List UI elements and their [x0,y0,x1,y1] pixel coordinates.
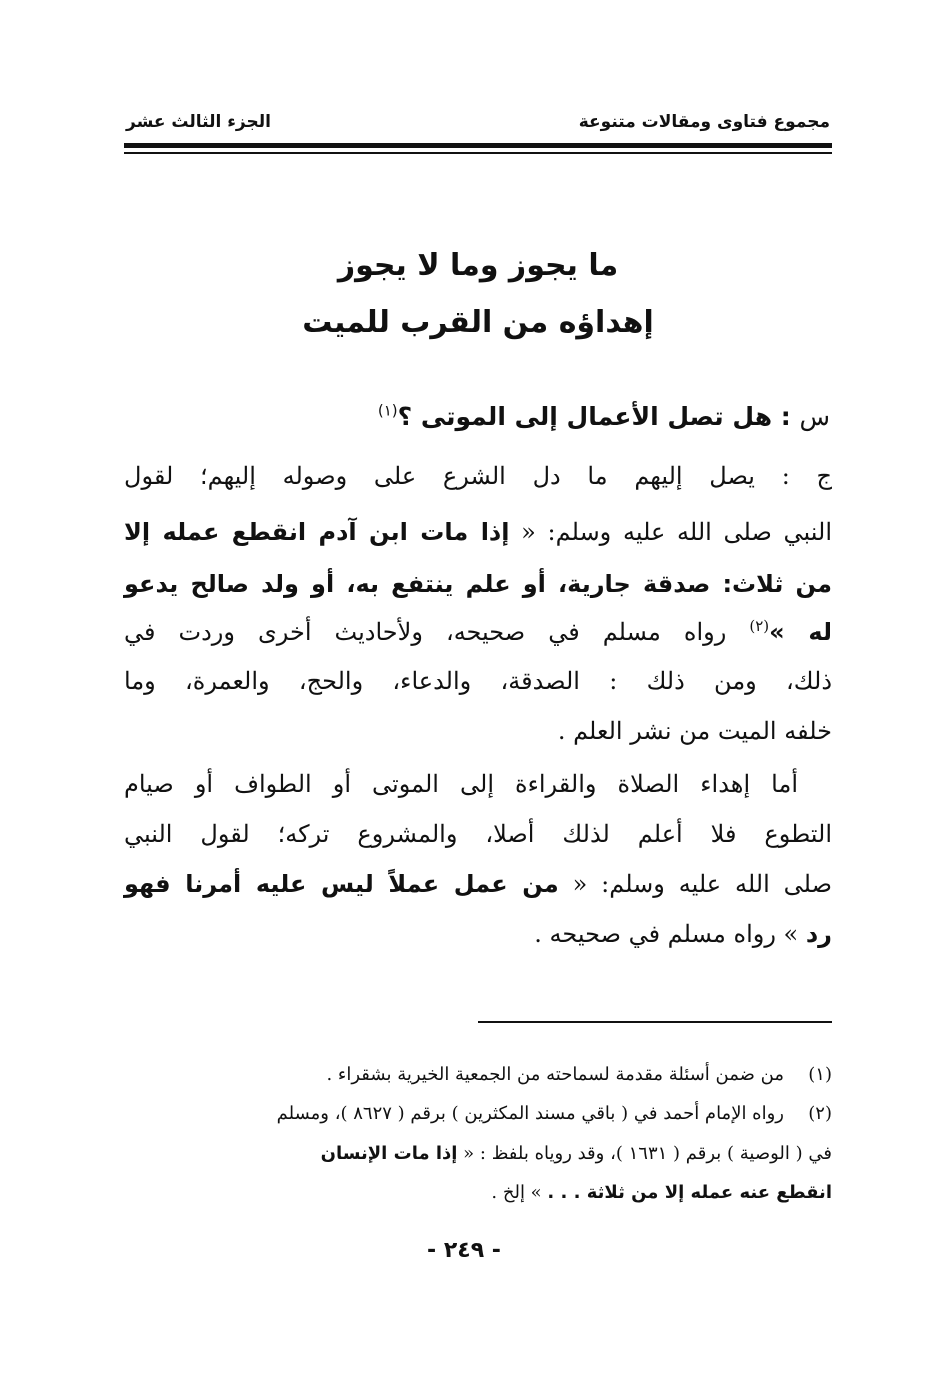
footnote-separator [478,1021,832,1023]
hadith-quote-2: من عمل عملاً ليس عليه أمرنا فهو [124,870,559,898]
paragraph2-line-2: التطوع فلا أعلم لذلك أصلا، والمشروع تركه؛ لقول النبي [124,820,832,848]
footnote-1 [124,1064,832,1085]
article-title-line-1: ما يجوز وما لا يجوز [337,248,619,283]
answer-line-2: النبي صلى الله عليه وسلم: « إذا مات ابن آدم انقطع عمله إلا [124,518,833,546]
header-rule-thin [124,152,832,154]
question-text: هل تصل الأعمال إلى الموتى ؟ [397,402,773,431]
answer-line-3: من ثلاث: صدقة جارية، أو علم ينتفع به، أو ولد صالح يدعو [124,570,832,598]
footnote-ref-1: (١) [377,401,398,420]
footnote-1-number: (١) [808,1064,832,1085]
running-header [126,112,830,142]
answer-line-6: خلفه الميت من نشر العلم . [557,717,832,745]
footnote-2-number: (٢) [808,1103,832,1124]
footnote-2-line-3: انقطع عنه عمله إلا من ثلاثة . . . » إلخ . [491,1182,832,1203]
footnote-1-text: من ضمن أسئلة مقدمة لسماحته من الجمعية الخيرية بشقراء . [326,1064,784,1085]
answer-line-4: له »$^{(٢)}$ رواه مسلم في صحيحه، ولأحاديث أخرى وردت في [124,617,832,646]
header-rule-thick [124,143,832,148]
answer-line-5: ذلك، ومن ذلك : الصدقة، والدعاء، والحج، والعمرة، وما [124,667,832,695]
question: س : هل تصل الأعمال إلى الموتى ؟$^{(١)}$ [377,401,830,431]
answer-line-1: ج : يصل إليهم ما دل الشرع على وصوله إليهم؛ لقول [124,462,832,490]
page-number: - ٢٤٩ - [427,1238,501,1263]
paragraph2-line-3: صلى الله عليه وسلم: « من عمل عملاً ليس عليه أمرنا فهو [124,870,833,898]
article-title-line-2: إهداؤه من القرب للميت [302,305,654,340]
footnote-ref-2: (٢) [749,617,770,635]
footnote-2-line-1: (٢)رواه الإمام أحمد في ( باقي مسند المكثرين ) برقم ( ٨٦٢٧ )، ومسلم [276,1103,832,1124]
footnote-2-line-2: في ( الوصية ) برقم ( ١٦٣١ )، وقد روياه بلفظ : « إذا مات الإنسان [320,1143,832,1164]
hadith-quote: إذا مات ابن آدم انقطع عمله إلا [124,518,510,546]
question-label: س [799,402,830,431]
book-title: مجموع فتاوى ومقالات متنوعة [578,112,830,132]
paragraph2-line-1: أما إهداء الصلاة والقراءة إلى الموتى أو الطواف أو صيام [124,770,798,798]
volume-label: الجزء الثالث عشر [126,112,271,132]
paragraph2-line-4: رد » رواه مسلم في صحيحه . [534,920,832,948]
